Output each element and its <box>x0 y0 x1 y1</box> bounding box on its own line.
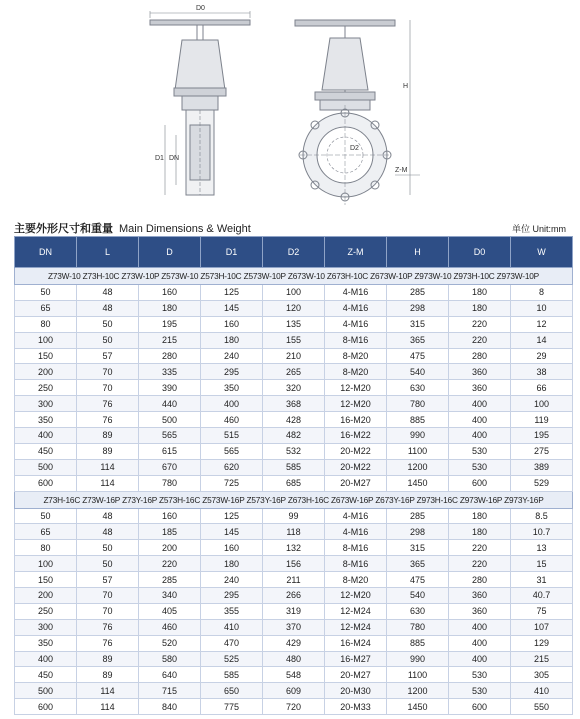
table-cell: 460 <box>201 412 263 428</box>
table-cell: 320 <box>263 380 325 396</box>
table-cell: 250 <box>15 380 77 396</box>
table-cell: 100 <box>15 332 77 348</box>
table-cell: 250 <box>15 603 77 619</box>
table-cell: 780 <box>387 619 449 635</box>
table-cell: 275 <box>511 443 573 459</box>
table-cell: 609 <box>263 683 325 699</box>
side-d2-label: D2 <box>350 145 359 152</box>
table-cell: 50 <box>15 508 77 524</box>
valve-drawings <box>0 0 580 215</box>
table-cell: 99 <box>263 508 325 524</box>
table-cell: 220 <box>449 540 511 556</box>
table-cell: 365 <box>387 332 449 348</box>
table-cell: 780 <box>139 475 201 491</box>
table-cell: 285 <box>387 508 449 524</box>
table-cell: 12-M20 <box>325 380 387 396</box>
table-cell: 725 <box>201 475 263 491</box>
table-cell: 180 <box>449 508 511 524</box>
table-cell: 389 <box>511 459 573 475</box>
table-cell: 500 <box>15 459 77 475</box>
table-cell: 8-M20 <box>325 364 387 380</box>
table-cell: 600 <box>449 475 511 491</box>
table-cell: 65 <box>15 524 77 540</box>
table-cell: 40.7 <box>511 588 573 604</box>
table-row <box>15 412 573 428</box>
table-cell: 685 <box>263 475 325 491</box>
table-row <box>15 619 573 635</box>
table-cell: 13 <box>511 540 573 556</box>
table-cell: 720 <box>263 699 325 715</box>
table-cell: 38 <box>511 364 573 380</box>
table-cell: 400 <box>449 412 511 428</box>
table-cell: 125 <box>201 508 263 524</box>
table-cell: 335 <box>139 364 201 380</box>
table-row <box>15 588 573 604</box>
table-cell: 48 <box>77 285 139 301</box>
table-cell: 220 <box>449 332 511 348</box>
table-cell: 155 <box>263 332 325 348</box>
side-h-label: H <box>403 83 409 90</box>
table-cell: 240 <box>201 348 263 364</box>
table-cell: 50 <box>77 556 139 572</box>
table-row <box>15 348 573 364</box>
table-row <box>15 651 573 667</box>
column-header: H <box>387 237 449 268</box>
table-cell: 145 <box>201 524 263 540</box>
table-row <box>15 540 573 556</box>
table-row <box>15 524 573 540</box>
table-cell: 1450 <box>387 475 449 491</box>
table-cell: 540 <box>387 588 449 604</box>
table-cell: 630 <box>387 603 449 619</box>
side-view-drawing <box>295 20 420 205</box>
table-cell: 525 <box>201 651 263 667</box>
unit-label: 单位 Unit:mm <box>511 224 566 234</box>
table-cell: 8-M20 <box>325 572 387 588</box>
table-cell: 135 <box>263 316 325 332</box>
table-cell: 145 <box>201 300 263 316</box>
table-cell: 20-M33 <box>325 699 387 715</box>
table-cell: 76 <box>77 635 139 651</box>
table-cell: 390 <box>139 380 201 396</box>
table-cell: 66 <box>511 380 573 396</box>
table-cell: 620 <box>201 459 263 475</box>
table-cell: 650 <box>201 683 263 699</box>
table-cell: 114 <box>77 475 139 491</box>
table-cell: 240 <box>201 572 263 588</box>
table-cell: 50 <box>77 540 139 556</box>
table-cell: 114 <box>77 459 139 475</box>
table-cell: 80 <box>15 540 77 556</box>
table-cell: 670 <box>139 459 201 475</box>
table-cell: 12-M24 <box>325 619 387 635</box>
table-cell: 300 <box>15 619 77 635</box>
table-cell: 715 <box>139 683 201 699</box>
table-cell: 548 <box>263 667 325 683</box>
table-cell: 429 <box>263 635 325 651</box>
table-cell: 315 <box>387 540 449 556</box>
table-cell: 410 <box>201 619 263 635</box>
table-cell: 885 <box>387 412 449 428</box>
table-cell: 20-M27 <box>325 667 387 683</box>
table-cell: 215 <box>511 651 573 667</box>
column-header: W <box>511 237 573 268</box>
side-zm-label: Z-M <box>395 167 408 174</box>
table-cell: 12 <box>511 316 573 332</box>
table-cell: 16-M24 <box>325 635 387 651</box>
table-row <box>15 285 573 301</box>
table-cell: 775 <box>201 699 263 715</box>
table-cell: 8-M16 <box>325 540 387 556</box>
table-cell: 500 <box>15 683 77 699</box>
table-cell: 428 <box>263 412 325 428</box>
table-cell: 515 <box>201 428 263 444</box>
table-cell: 460 <box>139 619 201 635</box>
table-cell: 220 <box>449 556 511 572</box>
table-cell: 70 <box>77 380 139 396</box>
table-cell: 65 <box>15 300 77 316</box>
table-cell: 532 <box>263 443 325 459</box>
table-cell: 280 <box>449 348 511 364</box>
table-cell: 48 <box>77 300 139 316</box>
table-cell: 640 <box>139 667 201 683</box>
table-cell: 160 <box>139 508 201 524</box>
table-row <box>15 635 573 651</box>
table-cell: 520 <box>139 635 201 651</box>
table-cell: 400 <box>449 428 511 444</box>
table-cell: 20-M22 <box>325 459 387 475</box>
table-row <box>15 572 573 588</box>
table-cell: 470 <box>201 635 263 651</box>
heading-english: Main Dimensions & Weight <box>119 223 251 235</box>
table-row <box>15 300 573 316</box>
table-row <box>15 396 573 412</box>
table-cell: 360 <box>449 364 511 380</box>
table-cell: 475 <box>387 348 449 364</box>
table-row <box>15 459 573 475</box>
table-row <box>15 508 573 524</box>
table-cell: 160 <box>139 285 201 301</box>
table-row <box>15 316 573 332</box>
table-cell: 340 <box>139 588 201 604</box>
table-cell: 990 <box>387 428 449 444</box>
table-cell: 120 <box>263 300 325 316</box>
table-cell: 298 <box>387 300 449 316</box>
model-list: Z73H-16C Z73W-16P Z73Y-16P Z573H-16C Z573W-16P Z573Y-16P Z673H-16C Z673W-16P Z673Y-16P Z973H-16C Z973W-16P Z973Y-16P <box>15 491 573 508</box>
table-cell: 211 <box>263 572 325 588</box>
table-cell: 480 <box>263 651 325 667</box>
table-cell: 180 <box>201 556 263 572</box>
table-cell: 76 <box>77 619 139 635</box>
table-cell: 12-M24 <box>325 603 387 619</box>
table-cell: 180 <box>449 285 511 301</box>
table-cell: 265 <box>263 364 325 380</box>
table-cell: 16-M22 <box>325 428 387 444</box>
table-row <box>15 556 573 572</box>
table-cell: 1200 <box>387 683 449 699</box>
table-cell: 990 <box>387 651 449 667</box>
table-cell: 400 <box>449 635 511 651</box>
table-cell: 305 <box>511 667 573 683</box>
table-cell: 298 <box>387 524 449 540</box>
table-cell: 400 <box>449 651 511 667</box>
column-header: D0 <box>449 237 511 268</box>
table-cell: 20-M27 <box>325 475 387 491</box>
table-cell: 107 <box>511 619 573 635</box>
model-list: Z73W-10 Z73H-10C Z73W-10P Z573W-10 Z573H-10C Z573W-10P Z673W-10 Z673H-10C Z673W-10P Z973W-10 Z973H-10C Z973W-10P <box>15 268 573 285</box>
table-cell: 530 <box>449 459 511 475</box>
table-cell: 215 <box>139 332 201 348</box>
table-row <box>15 443 573 459</box>
table-cell: 118 <box>263 524 325 540</box>
table-cell: 630 <box>387 380 449 396</box>
table-cell: 360 <box>449 380 511 396</box>
table-cell: 400 <box>15 651 77 667</box>
table-cell: 200 <box>139 540 201 556</box>
table-cell: 180 <box>139 300 201 316</box>
table-cell: 370 <box>263 619 325 635</box>
column-header: D <box>139 237 201 268</box>
table-cell: 8.5 <box>511 508 573 524</box>
table-cell: 10 <box>511 300 573 316</box>
table-cell: 31 <box>511 572 573 588</box>
table-cell: 600 <box>15 475 77 491</box>
table-cell: 315 <box>387 316 449 332</box>
table-cell: 100 <box>263 285 325 301</box>
table-cell: 360 <box>449 603 511 619</box>
table-cell: 405 <box>139 603 201 619</box>
front-dn-label: DN <box>169 155 180 162</box>
table-cell: 350 <box>15 635 77 651</box>
table-cell: 15 <box>511 556 573 572</box>
column-header: L <box>77 237 139 268</box>
table-cell: 4-M16 <box>325 524 387 540</box>
table-row <box>15 603 573 619</box>
table-cell: 266 <box>263 588 325 604</box>
table-cell: 1100 <box>387 667 449 683</box>
table-cell: 50 <box>77 316 139 332</box>
table-cell: 285 <box>387 285 449 301</box>
table-cell: 8-M20 <box>325 348 387 364</box>
table-cell: 75 <box>511 603 573 619</box>
table-cell: 12-M20 <box>325 588 387 604</box>
table-cell: 285 <box>139 572 201 588</box>
section-heading <box>14 220 251 236</box>
table-cell: 16-M27 <box>325 651 387 667</box>
table-cell: 8-M16 <box>325 332 387 348</box>
table-row <box>15 683 573 699</box>
table-row <box>15 364 573 380</box>
table-cell: 1100 <box>387 443 449 459</box>
table-header-row <box>15 237 573 268</box>
table-cell: 295 <box>201 364 263 380</box>
table-cell: 4-M16 <box>325 300 387 316</box>
table-cell: 180 <box>201 332 263 348</box>
table-cell: 50 <box>77 332 139 348</box>
table-cell: 600 <box>449 699 511 715</box>
table-cell: 280 <box>449 572 511 588</box>
table-cell: 160 <box>201 316 263 332</box>
table-cell: 565 <box>139 428 201 444</box>
table-cell: 365 <box>387 556 449 572</box>
table-cell: 180 <box>449 300 511 316</box>
table-cell: 350 <box>201 380 263 396</box>
table-cell: 114 <box>77 699 139 715</box>
column-header: D1 <box>201 237 263 268</box>
table-cell: 840 <box>139 699 201 715</box>
model-row <box>15 491 573 508</box>
table-row <box>15 428 573 444</box>
table-cell: 195 <box>139 316 201 332</box>
table-cell: 220 <box>449 316 511 332</box>
column-header: Z-M <box>325 237 387 268</box>
table-cell: 220 <box>139 556 201 572</box>
table-cell: 76 <box>77 412 139 428</box>
table-cell: 410 <box>511 683 573 699</box>
table-cell: 885 <box>387 635 449 651</box>
table-cell: 355 <box>201 603 263 619</box>
table-cell: 119 <box>511 412 573 428</box>
table-cell: 580 <box>139 651 201 667</box>
model-row <box>15 268 573 285</box>
table-cell: 780 <box>387 396 449 412</box>
table-cell: 500 <box>139 412 201 428</box>
table-cell: 156 <box>263 556 325 572</box>
heading-chinese: 主要外形尺寸和重量 <box>14 223 113 235</box>
front-d0-label: D0 <box>196 5 205 12</box>
table-cell: 48 <box>77 508 139 524</box>
table-cell: 400 <box>15 428 77 444</box>
table-cell: 16-M20 <box>325 412 387 428</box>
table-cell: 482 <box>263 428 325 444</box>
table-cell: 14 <box>511 332 573 348</box>
front-d1-label: D1 <box>155 155 164 162</box>
table-cell: 1200 <box>387 459 449 475</box>
table-cell: 8-M16 <box>325 556 387 572</box>
table-cell: 76 <box>77 396 139 412</box>
table-cell: 200 <box>15 364 77 380</box>
table-cell: 475 <box>387 572 449 588</box>
table-cell: 89 <box>77 667 139 683</box>
table-cell: 8 <box>511 285 573 301</box>
table-cell: 319 <box>263 603 325 619</box>
table-cell: 4-M16 <box>325 508 387 524</box>
table-cell: 10.7 <box>511 524 573 540</box>
table-cell: 450 <box>15 667 77 683</box>
table-cell: 4-M16 <box>325 316 387 332</box>
table-cell: 529 <box>511 475 573 491</box>
table-cell: 150 <box>15 572 77 588</box>
table-cell: 450 <box>15 443 77 459</box>
table-cell: 368 <box>263 396 325 412</box>
table-cell: 100 <box>15 556 77 572</box>
table-cell: 70 <box>77 603 139 619</box>
table-cell: 295 <box>201 588 263 604</box>
table-cell: 180 <box>449 524 511 540</box>
table-cell: 80 <box>15 316 77 332</box>
table-cell: 70 <box>77 364 139 380</box>
table-cell: 50 <box>15 285 77 301</box>
table-cell: 150 <box>15 348 77 364</box>
table-cell: 114 <box>77 683 139 699</box>
table-cell: 20-M30 <box>325 683 387 699</box>
table-cell: 160 <box>201 540 263 556</box>
table-cell: 600 <box>15 699 77 715</box>
table-cell: 48 <box>77 524 139 540</box>
front-view-drawing <box>150 11 250 195</box>
table-cell: 57 <box>77 348 139 364</box>
table-cell: 129 <box>511 635 573 651</box>
table-cell: 400 <box>449 396 511 412</box>
table-cell: 195 <box>511 428 573 444</box>
table-row <box>15 699 573 715</box>
table-cell: 440 <box>139 396 201 412</box>
table-cell: 29 <box>511 348 573 364</box>
table-cell: 540 <box>387 364 449 380</box>
table-cell: 1450 <box>387 699 449 715</box>
table-cell: 530 <box>449 443 511 459</box>
table-cell: 100 <box>511 396 573 412</box>
table-cell: 350 <box>15 412 77 428</box>
table-cell: 185 <box>139 524 201 540</box>
table-cell: 132 <box>263 540 325 556</box>
table-cell: 4-M16 <box>325 285 387 301</box>
table-cell: 550 <box>511 699 573 715</box>
table-cell: 300 <box>15 396 77 412</box>
table-cell: 400 <box>449 619 511 635</box>
table-cell: 12-M20 <box>325 396 387 412</box>
table-cell: 565 <box>201 443 263 459</box>
table-cell: 89 <box>77 443 139 459</box>
column-header: D2 <box>263 237 325 268</box>
table-cell: 400 <box>201 396 263 412</box>
table-cell: 70 <box>77 588 139 604</box>
table-row <box>15 475 573 491</box>
table-row <box>15 332 573 348</box>
table-cell: 530 <box>449 683 511 699</box>
table-cell: 210 <box>263 348 325 364</box>
table-cell: 615 <box>139 443 201 459</box>
table-cell: 89 <box>77 428 139 444</box>
table-cell: 585 <box>201 667 263 683</box>
table-cell: 57 <box>77 572 139 588</box>
table-cell: 89 <box>77 651 139 667</box>
column-header: DN <box>15 237 77 268</box>
table-body <box>15 268 573 715</box>
table-row <box>15 380 573 396</box>
table-cell: 585 <box>263 459 325 475</box>
table-row <box>15 667 573 683</box>
table-cell: 280 <box>139 348 201 364</box>
table-cell: 200 <box>15 588 77 604</box>
dimensions-table <box>14 236 573 715</box>
table-cell: 530 <box>449 667 511 683</box>
table-cell: 20-M22 <box>325 443 387 459</box>
table-cell: 125 <box>201 285 263 301</box>
table-cell: 360 <box>449 588 511 604</box>
